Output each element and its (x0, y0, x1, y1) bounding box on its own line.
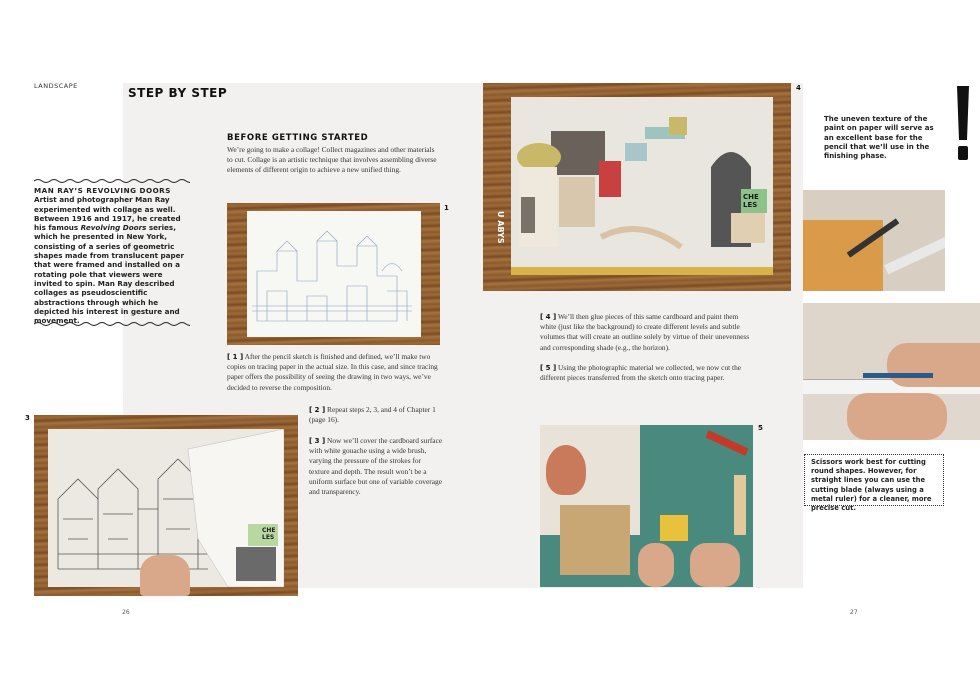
sidebar-bottom-wave (34, 321, 190, 327)
page-number-right: 27 (850, 609, 858, 616)
step-1 (227, 352, 442, 393)
figure-5-label: 5 (758, 424, 763, 432)
orange-paper (803, 220, 883, 291)
metal-ruler (884, 236, 945, 275)
figure-3-label: 3 (25, 414, 30, 422)
figure-1-label: 1 (444, 204, 449, 212)
step-2 (309, 405, 443, 425)
magazine-face (546, 445, 586, 495)
sidebar-text-1: Artist and photographer Man Ray experimented with collage as well. Between 1916 and 1917, he created his famous (34, 195, 181, 233)
sidebar-top-wave (34, 178, 190, 184)
step-4 (540, 312, 755, 353)
sidebar-text-2: series, which he presented in New York, consisting of a series of geometric shapes made from translucent paper that were framed and installed on a rotating pole that viewers were invited to spin. Man Ray described collages as pseudoscientific abstractions through which he depicted his interest in gesture and movement. (34, 223, 185, 326)
intro-heading: BEFORE GETTING STARTED (227, 133, 369, 143)
figure-3-photo (34, 415, 298, 596)
collage-label-abys: U ABYS (496, 211, 505, 244)
page-title: STEP BY STEP (128, 86, 228, 100)
exclamation-icon (955, 84, 971, 162)
step-5-text: Using the photographic material we collected, we now cut the different pieces transferred from the sketch onto tracing paper. (540, 363, 742, 383)
collage-label-che: CHE (262, 527, 276, 534)
exclaim-note: The uneven texture of the paint on paper will serve as an excellent base for the pencil that we’ll use in the finishing phase. (824, 115, 934, 161)
sidebar-box (34, 186, 190, 325)
collage-label-che-2: CHE (743, 193, 759, 201)
page-number-left: 26 (122, 609, 130, 616)
blade-handle (863, 373, 933, 378)
cutter-photo (803, 303, 980, 440)
section-tag: LANDSCAPE (34, 82, 78, 90)
tip-box: Scissors work best for cutting round shapes. However, for straight lines you can use the cutting blade (always using a metal ruler) for a cleaner, more precise cut. (804, 454, 944, 506)
hand (140, 555, 190, 596)
collage-label-les-2: LES (743, 201, 758, 209)
scissors-photo (803, 190, 945, 291)
figure-1-photo (227, 203, 440, 345)
hand-right (690, 543, 740, 587)
step-2-number-bracket: [ 2 ] (309, 406, 326, 414)
ruler-strip (734, 475, 746, 535)
cardboard-piece (560, 505, 630, 575)
sidebar-title: MAN RAY’S REVOLVING DOORS (34, 186, 171, 195)
hand-left (638, 543, 674, 587)
figure-4-photo (483, 83, 791, 291)
hand-top (887, 343, 980, 387)
step-5 (540, 363, 755, 383)
collage-artwork (511, 97, 773, 275)
step-1-text: After the pencil sketch is finished and defined, we’ll make two copies on tracing paper in the actual size. In this case, and since tracing paper offers the possibility of seeing the drawing in two ways, we’ve decided to reverse the composition. (227, 352, 438, 392)
yellow-piece (660, 515, 688, 541)
cutter-tool (705, 430, 748, 456)
pencil-sketch-drawing (247, 211, 421, 337)
figure-5-photo (540, 425, 753, 587)
step-5-number-bracket: [ 5 ] (540, 364, 557, 372)
intro-text: We’re going to make a collage! Collect magazines and other materials to cut. Collage is an artistic technique that involves assembling diverse elements of different origin to achieve a new unified thing. (227, 145, 437, 175)
figure-4-label: 4 (796, 84, 801, 92)
hand-bottom (847, 393, 947, 440)
step-3-number-bracket: [ 3 ] (309, 437, 326, 445)
step-1-number-bracket: [ 1 ] (227, 353, 244, 361)
sidebar-text-italic: Revolving Doors (80, 223, 147, 233)
step-4-number-bracket: [ 4 ] (540, 313, 557, 321)
step-4-text: We’ll then glue pieces of this same cardboard and paint them white (just like the background) to create different levels and subtle volumes that will create an outline solely by virtue of their unevenness and corresponding shade (e.g., the horizon). (540, 312, 750, 352)
step-3 (309, 436, 443, 497)
step-2-text: Repeat steps 2, 3, and 4 of Chapter 1 (page 16). (309, 405, 436, 425)
collage-label-les: LES (262, 534, 275, 541)
step-3-text: Now we’ll cover the cardboard surface with white gouache using a wide brush, varying the pressure of the strokes for texture and depth. The result won’t be a uniform surface but one of variable coverage and transparency. (309, 436, 443, 497)
